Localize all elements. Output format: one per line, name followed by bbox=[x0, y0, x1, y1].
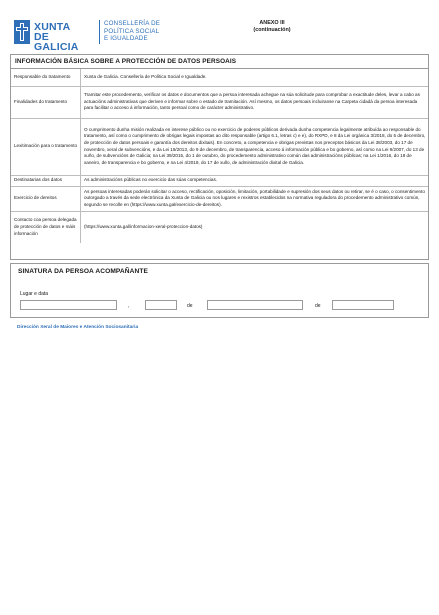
table-row bbox=[11, 118, 428, 175]
annex-heading bbox=[222, 20, 322, 34]
footer-directorate: Dirección Xeral de Maiores e Atención Sociosanitaria bbox=[17, 325, 139, 330]
row-label: Finalidades do tratamento bbox=[11, 86, 81, 118]
table-row bbox=[11, 175, 428, 186]
annex-title: ANEXO III bbox=[259, 20, 285, 26]
xunta-cross-logo-icon bbox=[14, 20, 30, 44]
row-label: Destinatarias dos datos bbox=[11, 175, 81, 186]
year-field[interactable] bbox=[332, 300, 394, 310]
dept-line-2: POLÍTICA SOCIAL bbox=[104, 27, 160, 35]
place-date-label: Lugar e data bbox=[20, 291, 49, 297]
row-value: Xunta de Galicia. Consellería de Política Social e Igualdade. bbox=[81, 69, 429, 86]
table-row bbox=[11, 86, 428, 118]
header-divider bbox=[99, 20, 100, 44]
logo-wordmark bbox=[34, 22, 96, 52]
logo-line-1: XUNTA bbox=[34, 21, 71, 33]
row-value: As administracións públicas no exercicio das súas competencias. bbox=[81, 175, 429, 186]
table-row bbox=[11, 186, 428, 211]
data-protection-title: INFORMACIÓN BÁSICA SOBRE A PROTECCIÓN DE DATOS PERSOAIS bbox=[11, 55, 428, 69]
department-name bbox=[104, 20, 160, 43]
row-label: Contacto coa persoa delegada de protección de datos e máis información bbox=[11, 211, 81, 243]
de-label-1: de bbox=[187, 303, 193, 309]
logo-line-2: DE GALICIA bbox=[34, 31, 79, 53]
row-value: O cumprimento dunha misión realizada en interese público ou no exercicio de poderes públicos derivada dunha competencia legalmente atribuída ao responsable do tratamento, así como o cumprimento de obrigas legais impostas ao dito responsable (artigo 6.1, letras c) e e), do RXPD, e 8 da Lei orgánica 3/2018, do 5 de decembro, de protección de datos persoais e garantía dos dereitos dixitais). En concreto, a competencia e obrigas previstas nos preceptos básicos da Lei 38/2003, do 17 de novembro, xeral de subvencións, e da Lei 19/2013, do 9 de decembro, de transparencia, acceso á información pública e bo goberno, así como na Lei 9/2007, do 13 de xuño, de subvencións de Galicia; na Lei 39/2015, do 1 de outubro, do procedemento administrativo común das administracións públicas; na Lei 1/2016, do 18 de xaneiro, de transparencia e bo goberno, e na Lei 4/2019, do 17 de xullo, de administración dixital de Galicia. bbox=[81, 118, 429, 175]
de-label-2: de bbox=[315, 303, 321, 309]
comma-separator: , bbox=[128, 303, 130, 309]
dept-line-1: CONSELLERÍA DE bbox=[104, 20, 161, 27]
month-field[interactable] bbox=[207, 300, 303, 310]
row-value: Tramitar este procedemento, verificar os datos e documentos que a persoa interesada achegue na súa solicitude para comprobar a exactitude deles, levar a cabo as actuacións administrativas que deriven e informar sobre o estado de tramitación. Así mesmo, os datos persoais incluiranse na Carpeta cidadá da persoa interesada para facilitar o acceso á información, tanto persoal como de carácter administrativo. bbox=[81, 86, 429, 118]
signature-box bbox=[10, 263, 429, 318]
row-value: (https://www.xunta.gal/informacion-xeral-proteccion-datos) bbox=[84, 223, 203, 229]
xunta-logo bbox=[14, 20, 96, 53]
place-field[interactable] bbox=[20, 300, 117, 310]
row-label: Exercicio de dereitos bbox=[11, 186, 81, 211]
table-row bbox=[11, 69, 428, 86]
annex-subtitle: (continuación) bbox=[253, 27, 291, 33]
dept-line-3: E IGUALDADE bbox=[104, 35, 148, 43]
row-label: Responsable do tratamento bbox=[11, 69, 81, 86]
document-header bbox=[14, 18, 428, 53]
row-value: As persoas interesadas poderán solicitar o acceso, rectificación, oposición, limitación, portabilidade e supresión dos seus datos ou retirar, se é o caso, o consentimento outorgado a través da sede electrónica da Xunta de Galicia ou nos lugares e rexistros establecidos na normativa reguladora do procedemento administrativo común, segundo se recolle en (https://www.xunta.gal/exercicio-de-dereitos). bbox=[81, 186, 429, 211]
row-label: Lexitimación para o tratamento bbox=[11, 118, 81, 175]
day-field[interactable] bbox=[145, 300, 177, 310]
signature-title: SINATURA DA PERSOA ACOMPAÑANTE bbox=[18, 268, 148, 275]
data-protection-box bbox=[10, 54, 429, 260]
table-row bbox=[11, 211, 428, 243]
data-protection-table bbox=[11, 69, 428, 243]
